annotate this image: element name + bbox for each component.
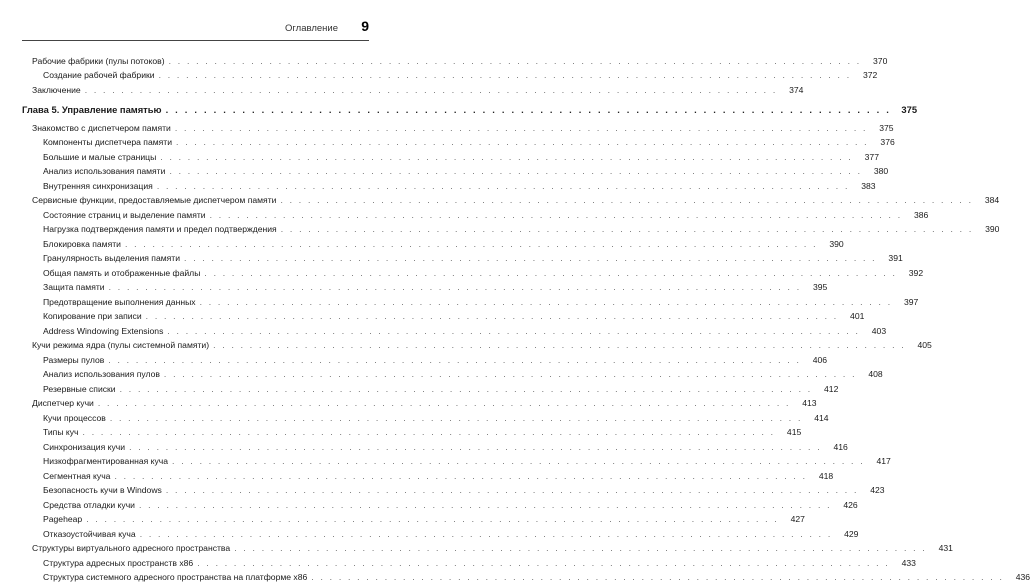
leader-dots: . . . . . . . . . . . . . . . . . . . . . . . . . . . . . . . . . . . . . . . . . . . . . . . . . . . . . . . . . . . . . . . . . . . . . . . . . . . . [85,85,778,96]
toc-entry-title: Блокировка памяти [43,239,121,250]
toc-entry[interactable] [22,525,369,540]
toc-entry-title: Сегментная куча [43,471,110,482]
toc-entry[interactable] [22,264,369,279]
toc-entry-title: Размеры пулов [43,355,104,366]
toc-entry-page: 377 [857,152,879,163]
toc-entry[interactable] [22,554,369,569]
toc-entry-title: Анализ использования пулов [43,369,160,380]
toc-entry[interactable] [22,206,369,221]
toc-entry-page: 405 [910,340,932,351]
leader-dots: . . . . . . . . . . . . . . . . . . . . . . . . . . . . . . . . . . . . . . . . . . . . . . . . . . . . . . . . . . . . . . . . . . . . . . . . . . . . [110,413,803,424]
leader-dots: . . . . . . . . . . . . . . . . . . . . . . . . . . . . . . . . . . . . . . . . . . . . . . . . . . . . . . . . . . . . . . . . . . . . . . . . . . . . [197,558,890,569]
toc-entry[interactable] [22,438,369,453]
leader-dots: . . . . . . . . . . . . . . . . . . . . . . . . . . . . . . . . . . . . . . . . . . . . . . . . . . . . . . . . . . . . . . . . . . . . . . . . . . . . [129,442,822,453]
toc-entry[interactable] [22,67,369,82]
toc-entry-title: Большие и малые страницы [43,152,156,163]
leader-dots: . . . . . . . . . . . . . . . . . . . . . . . . . . . . . . . . . . . . . . . . . . . . . . . . . . . . . . . . . . . . . . . . . . . . . . . . . . . . [120,384,813,395]
toc-entry-page: 436 [1008,572,1030,583]
toc-entry-title: Знакомство с диспетчером памяти [32,123,171,134]
toc-entry-page: 406 [805,355,827,366]
toc-entry-page: 384 [977,195,999,206]
leader-dots: . . . . . . . . . . . . . . . . . . . . . . . . . . . . . . . . . . . . . . . . . . . . . . . . . . . . . . . . . . . . . . . . . . . . . . . . . . . . [234,543,927,554]
running-header [22,18,369,41]
toc-entry-title: Кучи режима ядра (пулы системной памяти) [32,340,209,351]
toc-entry[interactable] [22,482,369,497]
toc-entry-title: Резервные списки [43,384,116,395]
leader-dots: . . . . . . . . . . . . . . . . . . . . . . . . . . . . . . . . . . . . . . . . . . . . . . . . . . . . . . . . . . . . . . . . . . . . . . . . . . . . [210,210,903,221]
leader-dots: . . . . . . . . . . . . . . . . . . . . . . . . . . . . . . . . . . . . . . . . . . . . . . . . . . . . . . . . . . . . . . . . . . . . . . . . . . . . [108,355,801,366]
toc-entry-page: 423 [863,485,885,496]
toc-entry-page: 395 [805,282,827,293]
toc-entry-page: 417 [869,456,891,467]
leader-dots: . . . . . . . . . . . . . . . . . . . . . . . . . . . . . . . . . . . . . . . . . . . . . . . . . . . . . . . . . . . . . . . . . . . . . . . . . . . . [139,500,832,511]
toc-entry-page: 414 [807,413,829,424]
toc-entry[interactable] [22,569,369,583]
leader-dots: . . . . . . . . . . . . . . . . . . . . . . . . . . . . . . . . . . . . . . . . . . . . . . . . . . . . . . . . . . . . . . . . . . . . . . . . . . . . [157,181,850,192]
toc-entry[interactable] [22,409,369,424]
toc-entry-title: Низкофрагментированная куча [43,456,168,467]
toc-entry[interactable] [22,163,369,178]
toc-entry-page: 418 [811,471,833,482]
toc-entry-title: Структура системного адресного пространства на платформе x86 [43,572,307,583]
toc-entry-title: Диспетчер кучи [32,398,94,409]
toc-entry-title: Внутренняя синхронизация [43,181,153,192]
toc-entry-page: 426 [836,500,858,511]
leader-dots: . . . . . . . . . . . . . . . . . . . . . . . . . . . . . . . . . . . . . . . . . . . . . . . . . . . . . . . . . . . . . . . . . . . . . . . . . . . . [169,56,862,67]
toc-entry[interactable] [22,52,369,67]
toc-entry[interactable] [22,496,369,511]
leader-dots: . . . . . . . . . . . . . . . . . . . . . . . . . . . . . . . . . . . . . . . . . . . . . . . . . . . . . . . . . . . . . . . . . . . . . . . . . . . . [176,137,869,148]
toc-entry-title: Рабочие фабрики (пулы потоков) [32,56,165,67]
table-of-contents [22,52,369,583]
toc-entry[interactable] [22,177,369,192]
leader-dots: . . . . . . . . . . . . . . . . . . . . . . . . . . . . . . . . . . . . . . . . . . . . . . . . . . . . . . . . . . . . . . . . . . . . . . . . . . . . [109,282,802,293]
toc-entry[interactable] [22,540,369,555]
leader-dots: . . . . . . . . . . . . . . . . . . . . . . . . . . . . . . . . . . . . . . . . . . . . . . . . . . . . . . . . . . . . . . . . . . . . . . . . . . . . [114,471,807,482]
toc-entry-title: Анализ использования памяти [43,166,165,177]
toc-entry-page: 415 [779,427,801,438]
toc-entry[interactable] [22,322,369,337]
toc-entry[interactable] [22,134,369,149]
leader-dots: . . . . . . . . . . . . . . . . . . . . . . . . . . . . . . . . . . . . . . . . . . . . . . . . . . . . . . . . . . . . . . . . . . . . . . . . . . . . [172,456,865,467]
toc-entry[interactable] [22,453,369,468]
toc-entry-page: 397 [896,297,918,308]
toc-entry-page: 374 [781,85,803,96]
toc-entry[interactable] [22,337,369,352]
leader-dots: . . . . . . . . . . . . . . . . . . . . . . . . . . . . . . . . . . . . . . . . . . . . . . . . . . . . . . . . . . . . . . . . . . . . . . . . . . . . [86,514,779,525]
toc-entry-title: Общая память и отображенные файлы [43,268,200,279]
toc-entry-title: Нагрузка подтверждения памяти и предел подтверждения [43,224,277,235]
toc-entry-title: Создание рабочей фабрики [43,70,155,81]
toc-entry-page: 408 [861,369,883,380]
toc-entry-page: 431 [931,543,953,554]
leader-dots: . . . . . . . . . . . . . . . . . . . . . . . . . . . . . . . . . . . . . . . . . . . . . . . . . . . . . . . . . . . . . . . . . . . . . . . . . . . . [125,239,818,250]
toc-entry-title: Средства отладки кучи [43,500,135,511]
toc-entry-page: 376 [873,137,895,148]
leader-dots: . . . . . . . . . . . . . . . . . . . . . . . . . . . . . . . . . . . . . . . . . . . . . . . . . . . . . . . . . . . . . . . . . . . . . . . . . . . . [167,326,860,337]
toc-entry-page: 403 [864,326,886,337]
toc-entry-title: Типы куч [43,427,79,438]
toc-entry-page: 380 [866,166,888,177]
toc-entry-page: 375 [872,123,894,134]
toc-entry[interactable] [22,351,369,366]
toc-entry[interactable] [22,119,369,134]
toc-entry-title: Копирование при записи [43,311,142,322]
leader-dots: . . . . . . . . . . . . . . . . . . . . . . . . . . . . . . . . . . . . . . . . . . . . . . . . . . . . . . . . . . . . . . . . . . . . . . . . . . . . [204,268,897,279]
toc-entry[interactable] [22,279,369,294]
toc-chapter-title: Глава 5. Управление памятью [22,104,162,115]
running-header-title: Оглавление [285,23,338,34]
toc-entry-page: 401 [842,311,864,322]
toc-entry-title: Отказоустойчивая куча [43,529,136,540]
toc-entry-title: Защита памяти [43,282,105,293]
toc-entry-page: 391 [881,253,903,264]
leader-dots: . . . . . . . . . . . . . . . . . . . . . . . . . . . . . . . . . . . . . . . . . . . . . . . . . . . . . . . . . . . . . . . . . . . . . . . . . . . . [169,166,862,177]
toc-entry[interactable] [22,467,369,482]
toc-entry-page: 427 [783,514,805,525]
toc-entry[interactable] [22,148,369,163]
leader-dots: . . . . . . . . . . . . . . . . . . . . . . . . . . . . . . . . . . . . . . . . . . . . . . . . . . . . . . . . . . . . . . . . . . . . . . . . . . . . [311,572,1004,583]
toc-entry-title: Компоненты диспетчера памяти [43,137,172,148]
toc-entry[interactable] [22,380,369,395]
leader-dots: . . . . . . . . . . . . . . . . . . . . . . . . . . . . . . . . . . . . . . . . . . . . . . . . . . . . . . . . . . . . . . . . . . . . . . . . . . . . [160,152,853,163]
leader-dots: . . . . . . . . . . . . . . . . . . . . . . . . . . . . . . . . . . . . . . . . . . . . . . . . . . . . . . . . . . . . . . . . . . . . . . . . . . . . [146,311,839,322]
toc-entry-page: 392 [901,268,923,279]
toc-entry-title: Безопасность кучи в Windows [43,485,162,496]
toc-entry-title: Заключение [32,85,81,96]
leader-dots: . . . . . . . . . . . . . . . . . . . . . . . . . . . . . . . . . . . . . . . . . . . . . . . . . . . . . . . . . . . . . . . . . . . . . . . . . . . . [280,195,973,206]
leader-dots: . . . . . . . . . . . . . . . . . . . . . . . . . . . . . . . . . . . . . . . . . . . . . . . . . . . . . . . . . . . . . . . . . . . . . . . . . . . . [83,427,776,438]
toc-entry-title: Address Windowing Extensions [43,326,163,337]
toc-entry[interactable] [22,424,369,439]
toc-entry[interactable] [22,366,369,381]
toc-chapter-page: 375 [895,104,917,115]
toc-entry-page: 416 [826,442,848,453]
leader-dots: . . . . . . . . . . . . . . . . . . . . . . . . . . . . . . . . . . . . . . . . . . . . . . . . . . . . . . . . . . . . . . . . . . . . . . . . . . . . [281,224,974,235]
leader-dots: . . . . . . . . . . . . . . . . . . . . . . . . . . . . . . . . . . . . . . . . . . . . . . . . . . . . . . . . . . . . . . . . . . . . . . . . . . . . [164,369,857,380]
toc-entry-title: Предотвращение выполнения данных [43,297,196,308]
toc-entry[interactable] [22,293,369,308]
toc-entry-title: Синхронизация кучи [43,442,125,453]
toc-entry-title: Структуры виртуального адресного пространства [32,543,230,554]
leader-dots: . . . . . . . . . . . . . . . . . . . . . . . . . . . . . . . . . . . . . . . . . . . . . . . . . . . . . . . . . . . . . . . . . . . . . . . . . . . . [213,340,906,351]
toc-entry-title: Сервисные функции, предоставляемые диспетчером памяти [32,195,276,206]
leader-dots: . . . . . . . . . . . . . . . . . . . . . . . . . . . . . . . . . . . . . . . . . . . . . . . . . . . . . . . . . . . . . . . . . . . . . . . . . . . . [159,70,852,81]
toc-entry[interactable] [22,511,369,526]
leader-dots: . . . . . . . . . . . . . . . . . . . . . . . . . . . . . . . . . . . . . . . . . . . . . . . . . . . . . . . . . . . . . . . . . . . . . . . . . . . . [184,253,877,264]
toc-entry-page: 372 [855,70,877,81]
toc-entry-page: 370 [865,56,887,67]
toc-entry[interactable] [22,221,369,236]
toc-entry[interactable] [22,81,369,96]
leader-dots: . . . . . . . . . . . . . . . . . . . . . . . . . . . . . . . . . . . . . . . . . . . . . . . . . . . . . . . . . . . . . . . . . . . . . . . . . . . . [166,104,892,115]
toc-entry-title: Структура адресных пространств x86 [43,558,193,569]
leader-dots: . . . . . . . . . . . . . . . . . . . . . . . . . . . . . . . . . . . . . . . . . . . . . . . . . . . . . . . . . . . . . . . . . . . . . . . . . . . . [166,485,859,496]
leader-dots: . . . . . . . . . . . . . . . . . . . . . . . . . . . . . . . . . . . . . . . . . . . . . . . . . . . . . . . . . . . . . . . . . . . . . . . . . . . . [200,297,893,308]
toc-entry-page: 433 [894,558,916,569]
toc-entry-page: 413 [795,398,817,409]
leader-dots: . . . . . . . . . . . . . . . . . . . . . . . . . . . . . . . . . . . . . . . . . . . . . . . . . . . . . . . . . . . . . . . . . . . . . . . . . . . . [175,123,868,134]
toc-entry[interactable] [22,395,369,410]
toc-entry-page: 390 [977,224,999,235]
toc-entry-page: 412 [816,384,838,395]
toc-entry-title: Состояние страниц и выделение памяти [43,210,206,221]
toc-entry[interactable] [22,308,369,323]
toc-entry[interactable] [22,192,369,207]
toc-entry-title: Pageheap [43,514,82,525]
toc-entry-title: Кучи процессов [43,413,106,424]
toc-entry[interactable] [22,250,369,265]
toc-entry-page: 429 [836,529,858,540]
toc-chapter-entry[interactable] [22,101,369,116]
leader-dots: . . . . . . . . . . . . . . . . . . . . . . . . . . . . . . . . . . . . . . . . . . . . . . . . . . . . . . . . . . . . . . . . . . . . . . . . . . . . [98,398,791,409]
toc-entry-page: 390 [822,239,844,250]
toc-entry[interactable] [22,235,369,250]
leader-dots: . . . . . . . . . . . . . . . . . . . . . . . . . . . . . . . . . . . . . . . . . . . . . . . . . . . . . . . . . . . . . . . . . . . . . . . . . . . . [140,529,833,540]
page-number: 9 [361,18,369,34]
toc-entry-page: 386 [906,210,928,221]
toc-entry-page: 383 [854,181,876,192]
toc-entry-title: Гранулярность выделения памяти [43,253,180,264]
